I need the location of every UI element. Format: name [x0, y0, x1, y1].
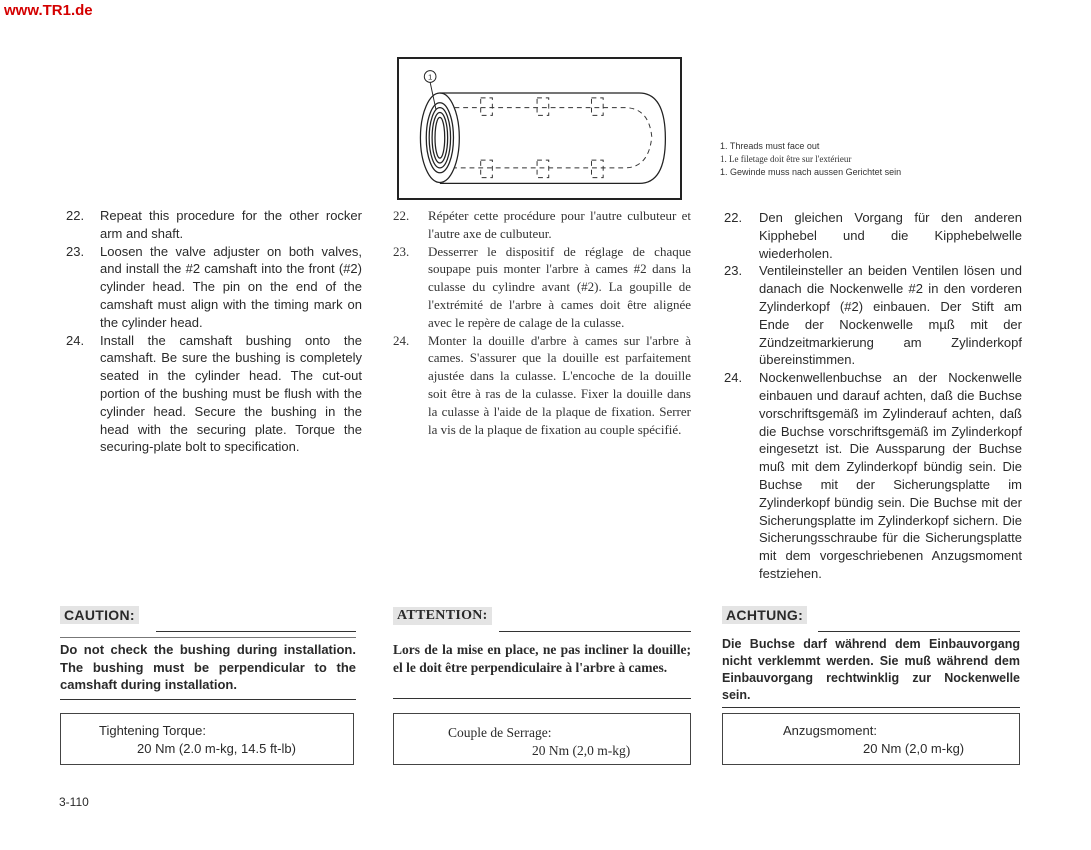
step-number: 24.: [724, 370, 743, 386]
step-item: [393, 207, 691, 243]
torque-label: Anzugsmoment:: [783, 723, 877, 738]
english-steps: [66, 207, 362, 456]
step-item: [724, 209, 1022, 262]
french-steps: [393, 207, 691, 438]
step-item: [66, 332, 362, 457]
page-number: 3-110: [59, 795, 89, 809]
step-item: [66, 207, 362, 243]
step-number: 22.: [724, 210, 743, 225]
figure-notes: [720, 140, 901, 179]
step-text: Nockenwellenbuchse an der Nockenwelle einbauen und darauf achten, daß die Buchse vorschriftsgemäß im Zylinderauf achten, daß die Buchse vorschriftsgemäß im Zylinderkopf eingesetzt ist. Die Aussparung der Buchse muß mit dem Zylinderkopf bündig sein. Die Buchse mit der Sicherungsplatte im Zylinderkopf bündig sein. Die Buchse mit der Sicherungsplatte im Zylinderkopf sichern. Die Sicherungsschraube für die Sicherungsplatte mit dem vorgeschriebenen Anzugsmoment festziehen.: [759, 370, 1022, 581]
caution-text: Lors de la mise en place, ne pas incliner la douille; el le doit être perpendiculaire à l'arbre à cames.: [393, 642, 691, 675]
note-german: 1. Gewinde muss nach aussen Gerichtet sein: [720, 167, 902, 177]
step-item: [724, 369, 1022, 583]
french-caution: [393, 606, 691, 676]
caution-label: CAUTION:: [60, 606, 139, 624]
french-torque-box: [393, 713, 691, 765]
note-french: 1. Le filetage doit être sur l'extérieur: [720, 154, 852, 164]
caution-rule: [818, 631, 1020, 632]
german-torque-box: [722, 713, 1020, 765]
caution-bottom-rule: [60, 699, 356, 700]
caution-divider: [60, 637, 356, 638]
step-text: Install the camshaft bushing onto the camshaft. Be sure the bushing is completely seated in the cylinder head. The cut-out portion of the bushing must be flush with the cylinder head. Secure the bushing in the head with the securing plate. Torque the securing-plate bolt to specification.: [100, 332, 362, 455]
caution-rule: [156, 631, 356, 632]
caution-text: Do not check the bushing during installation. The bushing must be perpendicular to the camshaft during installation.: [60, 642, 356, 692]
english-torque-box: [60, 713, 354, 765]
step-number: 24.: [393, 332, 410, 348]
german-caution: [722, 606, 1020, 704]
camshaft-bushing-drawing: [399, 59, 680, 198]
step-item: [724, 262, 1022, 369]
torque-value: 20 Nm (2.0 m-kg, 14.5 ft-lb): [137, 741, 296, 756]
step-number: 23.: [393, 243, 410, 259]
step-number: 22.: [393, 208, 410, 223]
torque-label: Tightening Torque:: [99, 723, 206, 738]
torque-value: 20 Nm (2,0 m-kg): [532, 743, 631, 758]
step-text: Loosen the valve adjuster on both valves, and install the #2 camshaft into the front (#2) cylinder head. The pin on the end of the camshaft must align with the timing mark on the cylinder head.: [100, 243, 362, 330]
english-caution: [60, 606, 356, 694]
torque-value: 20 Nm (2,0 m-kg): [863, 741, 965, 756]
step-number: 23.: [66, 243, 85, 259]
step-item: [393, 243, 691, 332]
caution-label: ATTENTION:: [393, 607, 492, 625]
step-text: Ventileinsteller an beiden Ventilen lösen und danach die Nockenwelle #2 in den vorderen Zylinderkopf (#2) einbauen. Der Stift am Ende der Nockenwelle mµß mit der Zündzeitmarkierung am Zylinderkopf übereinstimmen.: [759, 263, 1022, 368]
german-steps: [724, 209, 1022, 583]
step-number: 23.: [724, 263, 743, 279]
step-text: Répéter cette procédure pour l'autre culbuteur et l'autre axe de culbuteur.: [428, 208, 691, 241]
callout-label: 1: [427, 72, 433, 82]
torque-label: Couple de Serrage:: [448, 725, 552, 740]
step-text: Repeat this procedure for the other rocker arm and shaft.: [100, 208, 362, 241]
caution-text: Die Buchse darf während dem Einbauvorgang nicht verklemmt werden. Sie muß während dem Einbauvorgang rechtwinklig zur Nockenwelle sein.: [722, 637, 1020, 702]
step-item: [393, 332, 691, 439]
caution-bottom-rule: [393, 698, 691, 699]
note-english: 1. Threads must face out: [720, 141, 820, 151]
caution-bottom-rule: [722, 707, 1020, 708]
camshaft-bushing-figure: [397, 57, 682, 200]
step-text: Monter la douille d'arbre à cames sur l'arbre à cames. S'assurer que la douille est parfaitement ajustée dans la culasse. L'encoche de la douille soit être à ras de la culasse. Fixer la douille dans la culasse à l'aide de la plaque de fixation. Serrer la vis de la plaque de fixation au couple spécifié.: [428, 332, 691, 437]
step-number: 24.: [66, 332, 85, 348]
step-item: [66, 243, 362, 332]
step-text: Den gleichen Vorgang für den anderen Kipphebel und die Kipphebelwelle wiederholen.: [759, 210, 1022, 261]
caution-rule: [499, 631, 691, 632]
step-text: Desserrer le dispositif de réglage de chaque soupape puis monter l'arbre à cames #2 dans la culasse du cylindre avant (#2). La goupille de l'extrémité de l'arbre à cames doit être alignée avec le repère de calage de la culasse.: [428, 243, 691, 330]
caution-label: ACHTUNG:: [722, 606, 807, 624]
step-number: 22.: [66, 208, 85, 223]
site-watermark: www.TR1.de: [4, 2, 93, 19]
